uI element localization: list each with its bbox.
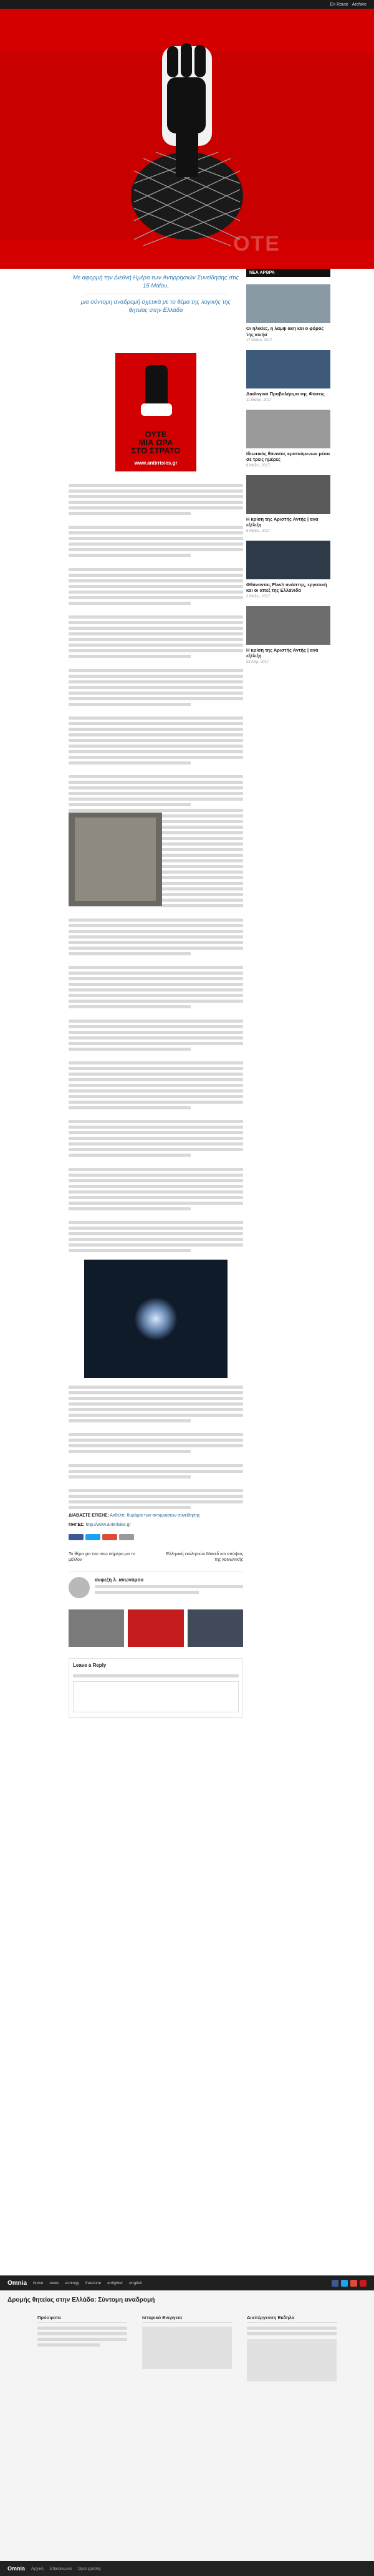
footer-breadcrumb: Δρομής θητείας στην Ελλάδα: Σύντομη αναδρομή	[7, 2297, 155, 2303]
footer-nav-item[interactable]: home	[33, 2280, 44, 2285]
footer-nav-item[interactable]: english	[129, 2280, 142, 2285]
footer-bottom-link[interactable]: Επικοινωνία	[49, 2566, 72, 2571]
article-meta	[69, 1513, 243, 1528]
top-link-archive[interactable]: Archive	[352, 2, 367, 7]
twitter-share-icon[interactable]	[85, 1534, 100, 1540]
footer-bottom-link[interactable]: Όροι χρήσης	[78, 2566, 102, 2571]
related-post[interactable]	[128, 1609, 183, 1647]
facebook-share-icon[interactable]	[69, 1534, 84, 1540]
footer-bottom-link[interactable]: Αρχική	[31, 2566, 44, 2571]
fist-icon	[116, 354, 197, 422]
article-subtitle	[69, 274, 243, 314]
google-share-icon[interactable]	[102, 1534, 117, 1540]
footer-bottom-logo[interactable]: Omnia	[7, 2565, 26, 2572]
sidebar-item[interactable]: Φθάνοντας Flash ανάπτης, εργατική και οι απεξ της Ελλάνιδα 2 Μαΐου, 2017	[246, 541, 330, 599]
article-main	[69, 269, 243, 1718]
footer-nav-item[interactable]: ecology	[65, 2280, 79, 2285]
meta-tag-link[interactable]: Ανθέλπ. θυμάμαι των αντιρρησιών συνείδησης	[110, 1513, 200, 1518]
comment-textarea[interactable]	[73, 1681, 239, 1712]
article-body	[69, 484, 243, 1718]
footer-nav	[0, 2275, 374, 2290]
sidebar-item[interactable]: Ιδιωτικός θάνατος κρατούμενων μέσα σε τρεις ημέρες 8 Μαΐου, 2017	[246, 410, 330, 468]
next-article-link[interactable]: Ελληνική εκκλησιών Μακεδ και απόψεις της κοινωνικής	[166, 1552, 243, 1563]
sidebar-item[interactable]: Διαλογικό Προβολήσμα της Φύσεις 11 Μαΐου, 2017	[246, 350, 330, 402]
poster-text: ΟΥΤΕ ΜΙΑ ΩΡΑ ΣΤΟ ΣΤΡΑΤΟ	[131, 430, 181, 455]
article-photo-newspaper	[69, 813, 162, 906]
related-posts	[69, 1609, 243, 1647]
youtube-icon[interactable]	[360, 2280, 367, 2287]
email-share-icon[interactable]	[119, 1534, 134, 1540]
raised-fist-wire-icon	[0, 9, 374, 269]
footer-nav-item[interactable]: freezone	[85, 2280, 102, 2285]
top-bar	[0, 0, 374, 9]
footer-col-events: Διαπέργενση Εκδηλα	[247, 2315, 337, 2381]
facebook-icon[interactable]	[332, 2280, 338, 2287]
subtitle-line-2: μια σύντομη αναδρομή σχετικά με το θέμα της λογικής της θητείας στην Ελλάδα	[80, 299, 231, 314]
prev-article-link[interactable]: Το θέμα για του ανω σήμερα μα το μέλλον	[69, 1552, 135, 1563]
footer-bottom	[0, 2561, 374, 2576]
hero-watermark: ΟΤΕ	[233, 232, 280, 256]
twitter-icon[interactable]	[341, 2280, 348, 2287]
related-post[interactable]	[188, 1609, 243, 1647]
sidebar	[246, 269, 330, 672]
share-bar	[69, 1534, 243, 1540]
meta-source-link[interactable]: http://www.antirrisies.gr	[85, 1523, 131, 1528]
related-post[interactable]	[69, 1609, 124, 1647]
sidebar-item[interactable]: Οι ηλικίες, η λαμψ ακη και ο φόρος της κινήσ 17 Μαΐου, 2017	[246, 284, 330, 342]
comment-form	[69, 1658, 243, 1718]
meta-source-label: ΠΗΓΕΣ:	[69, 1523, 85, 1528]
sidebar-item[interactable]: Η κρίση της Αριστής Αντής | ανα εξέλιξη 5 Μαΐου, 2017	[246, 475, 330, 533]
sidebar-item[interactable]: Η κρίση της Αριστής Αντής | ανα εξέλιξη 28 Απρ, 2017	[246, 606, 330, 664]
subtitle-line-1: Με αφορμή την Διεθνή Ημέρα των Αντιρρησιών Συνείδησης στις 15 Μαΐου,	[72, 274, 239, 289]
google-icon[interactable]	[350, 2280, 357, 2287]
footer-col-history: Ιστορικό Ενεργεια	[142, 2315, 232, 2381]
footer-nav-item[interactable]: enlighter	[107, 2280, 123, 2285]
prev-next-nav	[69, 1551, 243, 1563]
author-box	[69, 1571, 243, 1598]
poster-url: www.antirrisies.gr	[134, 460, 178, 466]
comment-title: Leave a Reply	[73, 1662, 107, 1669]
footer	[0, 2275, 374, 2576]
footer-col-recent: Πρόσφατα	[37, 2315, 127, 2381]
footer-logo[interactable]: Omnia	[7, 2279, 27, 2287]
top-link-enroute[interactable]: En Route	[330, 2, 348, 7]
footer-nav-item[interactable]: news	[49, 2280, 59, 2285]
meta-tag-label: ΔΙΑΒΑΣΤΕ ΕΠΙΣΗΣ:	[69, 1513, 109, 1518]
hero-banner	[0, 9, 374, 269]
avatar	[69, 1577, 90, 1598]
author-name[interactable]: ανφεζη λ. ανωνύμου	[95, 1577, 144, 1583]
article-photo-night	[84, 1260, 228, 1378]
sidebar-title: ΝΕΑ ΑΡΘΡΑ	[246, 269, 330, 277]
poster-image	[115, 353, 196, 471]
